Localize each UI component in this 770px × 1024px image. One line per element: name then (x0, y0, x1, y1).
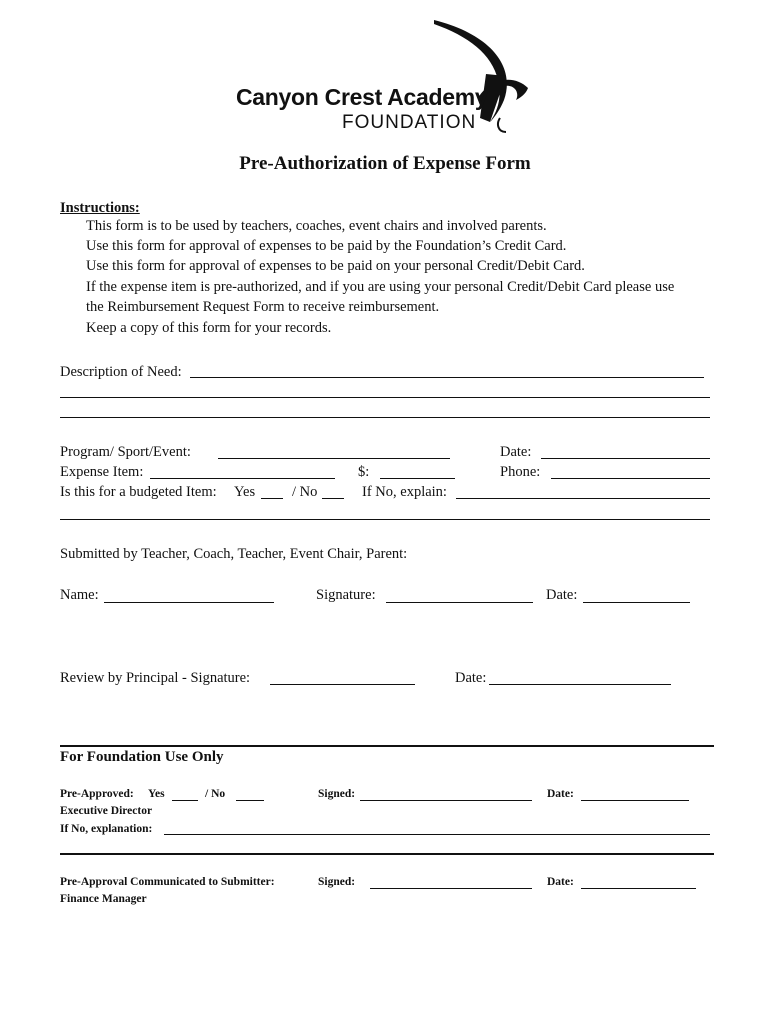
instruction-line: the Reimbursement Request Form to receive reimbursement. (86, 299, 440, 315)
pre-approved-yes-field[interactable] (172, 800, 198, 801)
description-label: Description of Need: (60, 364, 182, 380)
instruction-line: If the expense item is pre-authorized, and if you are using your personal Credit/Debit Card please use (86, 279, 675, 295)
description-field-line-3[interactable] (60, 417, 710, 418)
date-field[interactable] (541, 458, 710, 459)
phone-field[interactable] (551, 478, 710, 479)
instructions-heading: Instructions: (60, 200, 140, 216)
principal-signature-label: Review by Principal - Signature: (60, 670, 251, 686)
budgeted-no-label: / No (292, 484, 318, 500)
pre-approved-label: Pre-Approved: (60, 788, 134, 800)
submitted-heading: Submitted by Teacher, Coach, Teacher, Event Chair, Parent: (60, 546, 408, 562)
pre-approved-yes-label: Yes (148, 788, 165, 800)
logo-org-sub: FOUNDATION (342, 112, 477, 133)
description-field[interactable] (190, 377, 704, 378)
phone-label: Phone: (500, 464, 541, 480)
director-signed-field[interactable] (360, 800, 532, 801)
amount-label: $: (358, 464, 370, 480)
submitter-name-field[interactable] (104, 602, 274, 603)
amount-field[interactable] (380, 478, 455, 479)
finance-date-label: Date: (547, 876, 574, 888)
finance-signed-field[interactable] (370, 888, 532, 889)
explain-field[interactable] (456, 498, 710, 499)
foundation-divider-2 (60, 853, 714, 855)
foundation-heading: For Foundation Use Only (60, 749, 224, 765)
date-label: Date: (500, 444, 532, 460)
explain-label: If No, explain: (362, 484, 447, 500)
principal-signature-field[interactable] (270, 684, 415, 685)
explain-field-line-2[interactable] (60, 519, 710, 520)
director-signed-label: Signed: (318, 788, 356, 800)
submitter-date-label: Date: (546, 587, 578, 603)
submitter-signature-label: Signature: (316, 587, 376, 603)
director-date-field[interactable] (581, 800, 689, 801)
instruction-line: Use this form for approval of expenses to be paid by the Foundation’s Credit Card. (86, 238, 567, 254)
communicated-label: Pre-Approval Communicated to Submitter: (60, 876, 275, 888)
pre-approved-no-label: / No (205, 788, 226, 800)
logo (228, 14, 538, 138)
principal-date-label: Date: (455, 670, 487, 686)
program-field[interactable] (218, 458, 450, 459)
instruction-line: Keep a copy of this form for your records. (86, 320, 332, 336)
submitter-signature-field[interactable] (386, 602, 533, 603)
logo-org-name: Canyon Crest Academy (236, 84, 488, 110)
finance-date-field[interactable] (581, 888, 696, 889)
submitter-name-label: Name: (60, 587, 99, 603)
director-date-label: Date: (547, 788, 574, 800)
if-no-explanation-label: If No, explanation: (60, 823, 153, 835)
budgeted-yes-label: Yes (234, 484, 256, 500)
form-title: Pre-Authorization of Expense Form (239, 153, 531, 174)
instruction-line: Use this form for approval of expenses to be paid on your personal Credit/Debit Card. (86, 258, 585, 274)
budgeted-yes-field[interactable] (261, 498, 283, 499)
finance-signed-label: Signed: (318, 876, 356, 888)
expense-label: Expense Item: (60, 464, 144, 480)
submitter-date-field[interactable] (583, 602, 690, 603)
if-no-explanation-field[interactable] (164, 834, 710, 835)
finance-manager-label: Finance Manager (60, 893, 147, 905)
description-field-line-2[interactable] (60, 397, 710, 398)
expense-field[interactable] (150, 478, 335, 479)
foundation-divider (60, 745, 714, 747)
budgeted-label: Is this for a budgeted Item: (60, 484, 217, 500)
budgeted-no-field[interactable] (322, 498, 344, 499)
program-label: Program/ Sport/Event: (60, 444, 191, 460)
pre-approved-no-field[interactable] (236, 800, 264, 801)
instruction-line: This form is to be used by teachers, coaches, event chairs and involved parents. (86, 218, 547, 234)
executive-director-label: Executive Director (60, 805, 153, 817)
principal-date-field[interactable] (489, 684, 671, 685)
